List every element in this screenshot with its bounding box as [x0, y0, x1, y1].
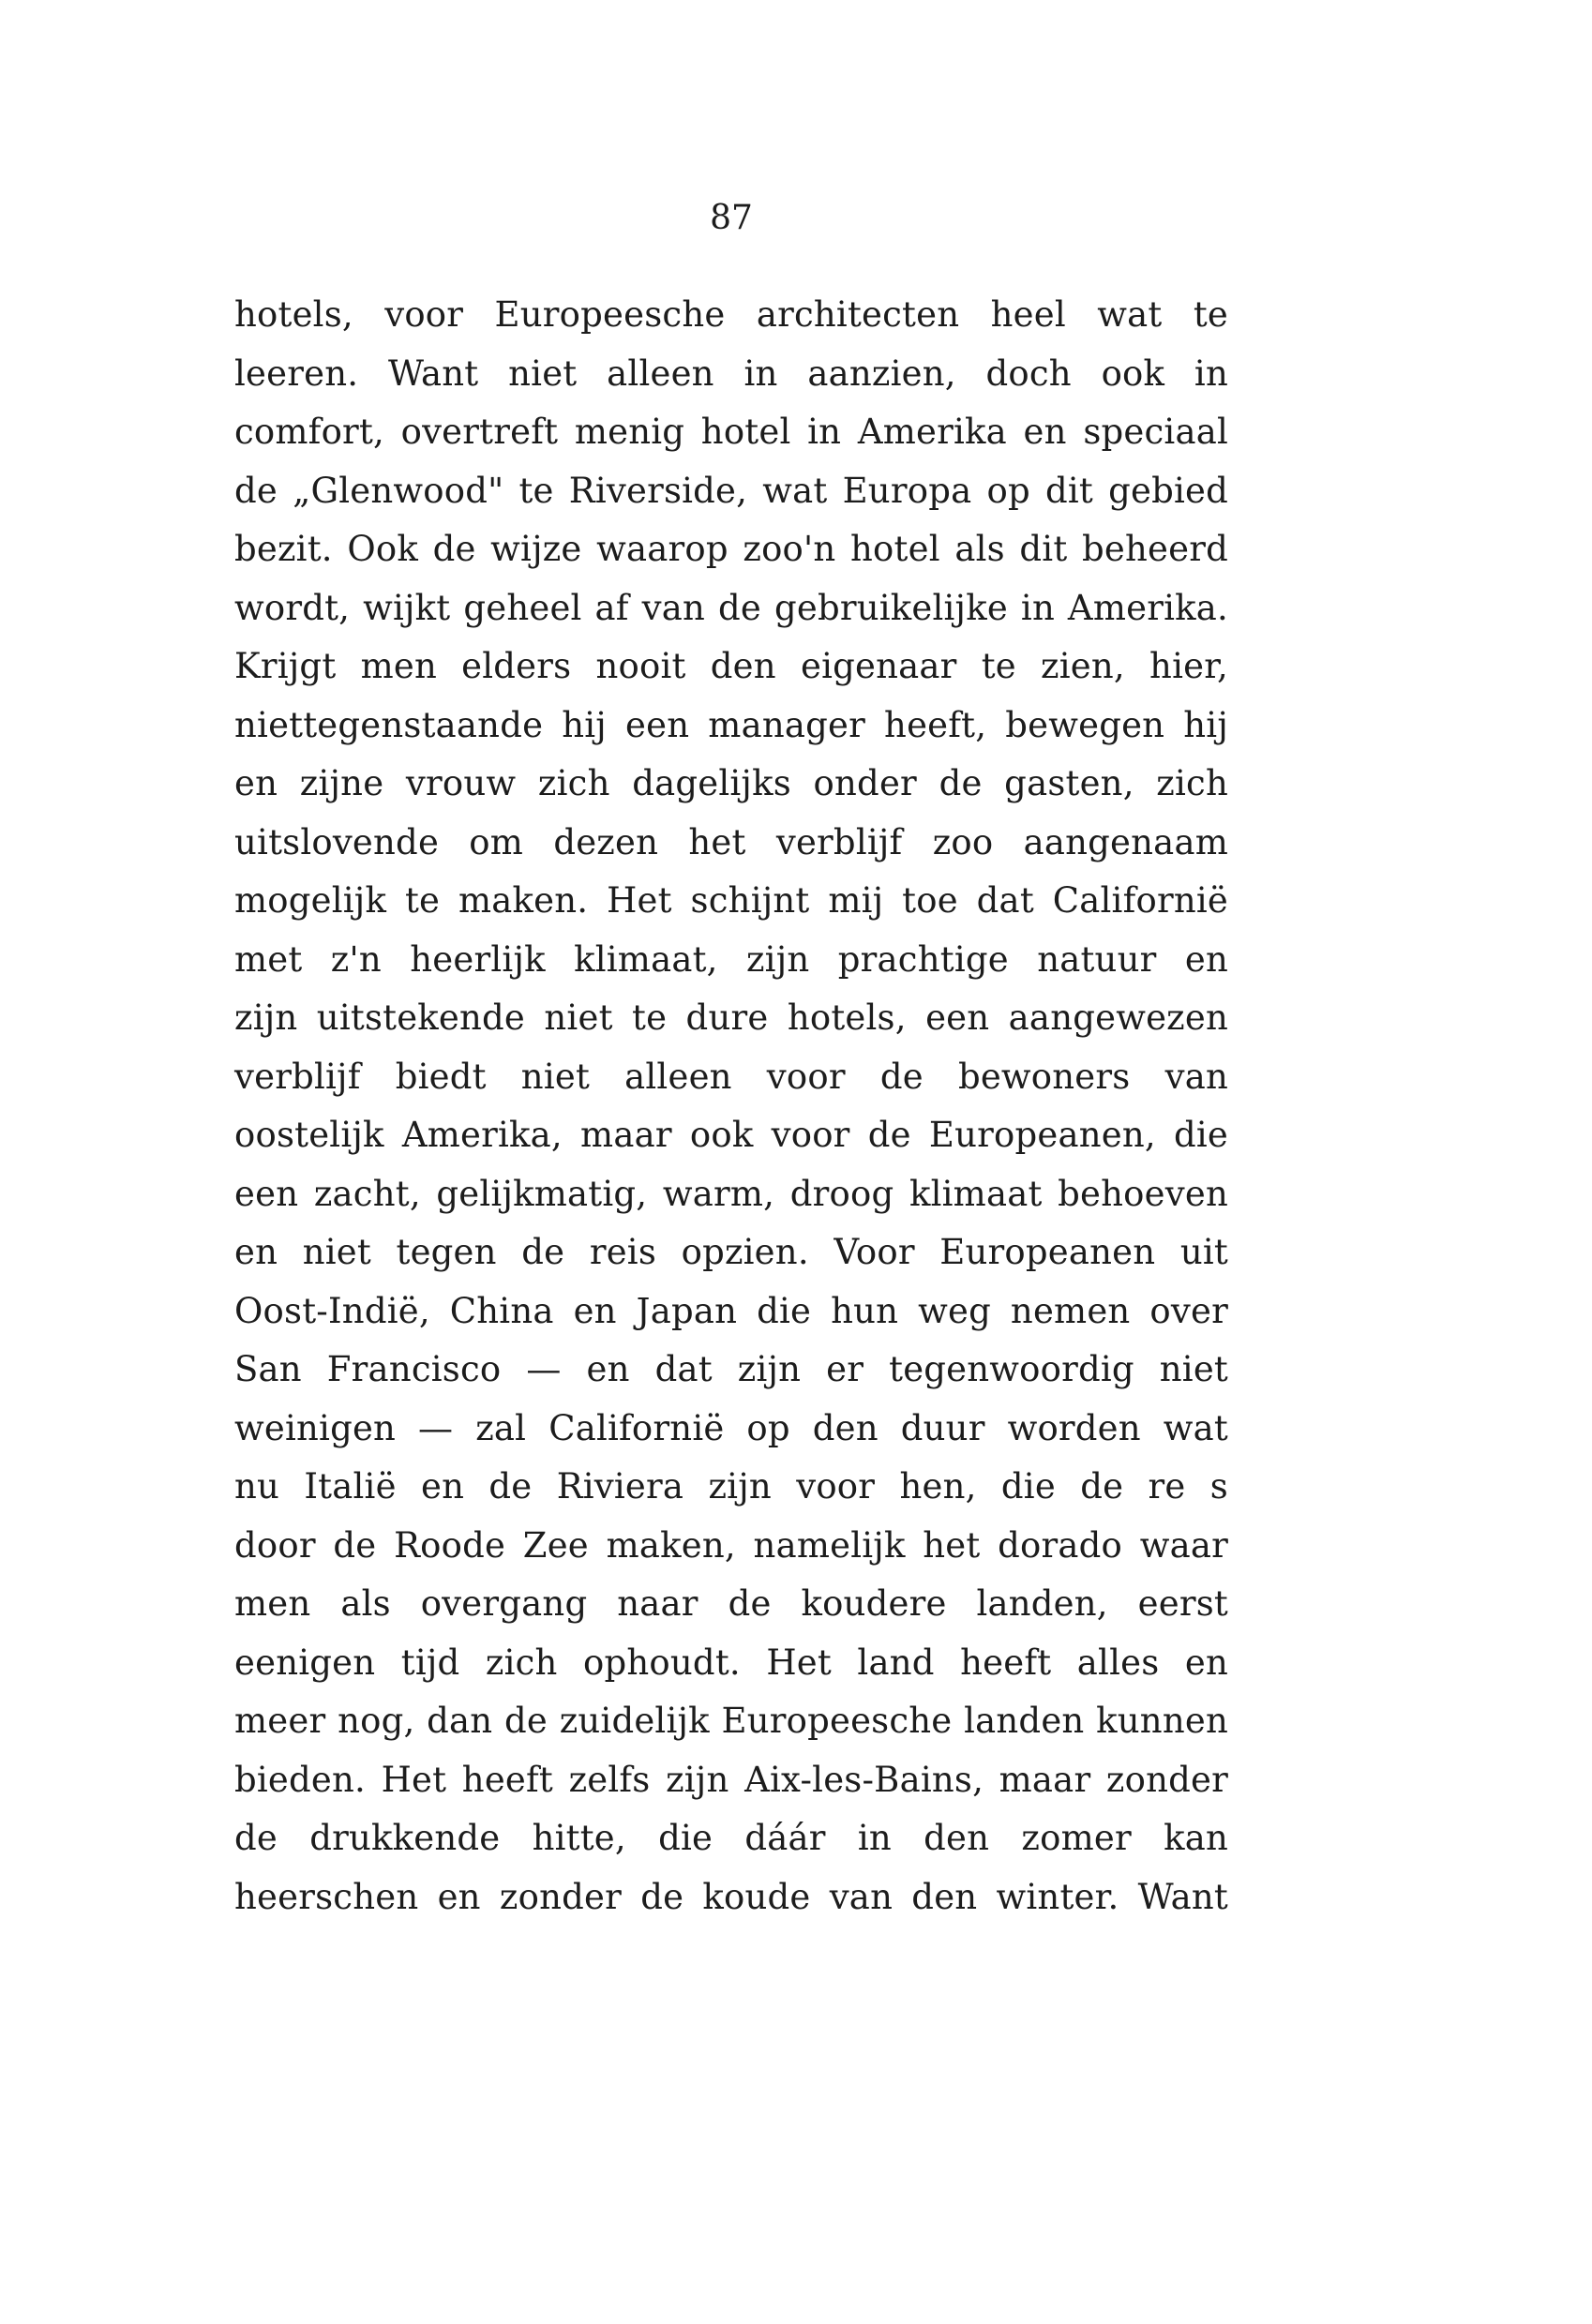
- text-line: San Francisco — en dat zijn er tegenwoordig niet: [234, 1349, 1228, 1389]
- text-line: de „Glenwood" te Riverside, wat Europa op dit gebied: [234, 470, 1228, 511]
- text-line: meer nog, dan de zuidelijk Europeesche landen kunnen: [234, 1701, 1228, 1741]
- text-line: Krijgt men elders nooit den eigenaar te zien, hier,: [234, 646, 1228, 686]
- text-line: verblijf biedt niet alleen voor de bewoners van: [234, 1056, 1228, 1097]
- text-line: niettegenstaande hij een manager heeft, bewegen hij: [234, 704, 1228, 745]
- text-line: heerschen en zonder de koude van den winter. Want: [234, 1876, 1228, 1917]
- text-line: door de Roode Zee maken, namelijk het dorado waar: [234, 1524, 1228, 1566]
- text-line: een zacht, gelijkmatig, warm, droog klimaat behoeven: [234, 1173, 1228, 1214]
- text-line: en zijne vrouw zich dagelijks onder de gasten, zich: [234, 763, 1228, 803]
- text-line: en niet tegen de reis opzien. Voor Europeanen uit: [234, 1232, 1228, 1272]
- text-line: Oost-Indië, China en Japan die hun weg nemen over: [234, 1290, 1228, 1331]
- text-line: zijn uitstekende niet te dure hotels, een aangewezen: [234, 997, 1228, 1038]
- text-line: wordt, wijkt geheel af van de gebruikelijke in Amerika.: [234, 587, 1228, 628]
- text-line: oostelijk Amerika, maar ook voor de Europeanen, die: [234, 1115, 1228, 1155]
- page-number: 87: [710, 199, 753, 237]
- text-line: bezit. Ook de wijze waarop zoo'n hotel als dit beheerd: [234, 529, 1228, 569]
- text-line: hotels, voor Europeesche architecten heel wat te: [234, 294, 1228, 335]
- text-line: men als overgang naar de koudere landen, eerst: [234, 1583, 1228, 1624]
- text-line: comfort, overtreft menig hotel in Amerika en speciaal: [234, 412, 1228, 452]
- text-line: bieden. Het heeft zelfs zijn Aix-les-Bains, maar zonder: [234, 1759, 1228, 1800]
- text-line: uitslovende om dezen het verblijf zoo aangenaam: [234, 821, 1228, 862]
- text-line: eenigen tijd zich ophoudt. Het land heeft alles en: [234, 1642, 1228, 1683]
- text-line: leeren. Want niet alleen in aanzien, doch ook in: [234, 352, 1228, 394]
- text-line: mogelijk te maken. Het schijnt mij toe dat Californië: [234, 880, 1228, 921]
- text-line: nu Italië en de Riviera zijn voor hen, die de re s: [234, 1466, 1228, 1507]
- text-line: met z'n heerlijk klimaat, zijn prachtige natuur en: [234, 938, 1228, 980]
- text-line: de drukkende hitte, die dáár in den zomer kan: [234, 1818, 1228, 1858]
- body-text: [234, 286, 1228, 1927]
- text-line: weinigen — zal Californië op den duur worden wat: [234, 1407, 1228, 1448]
